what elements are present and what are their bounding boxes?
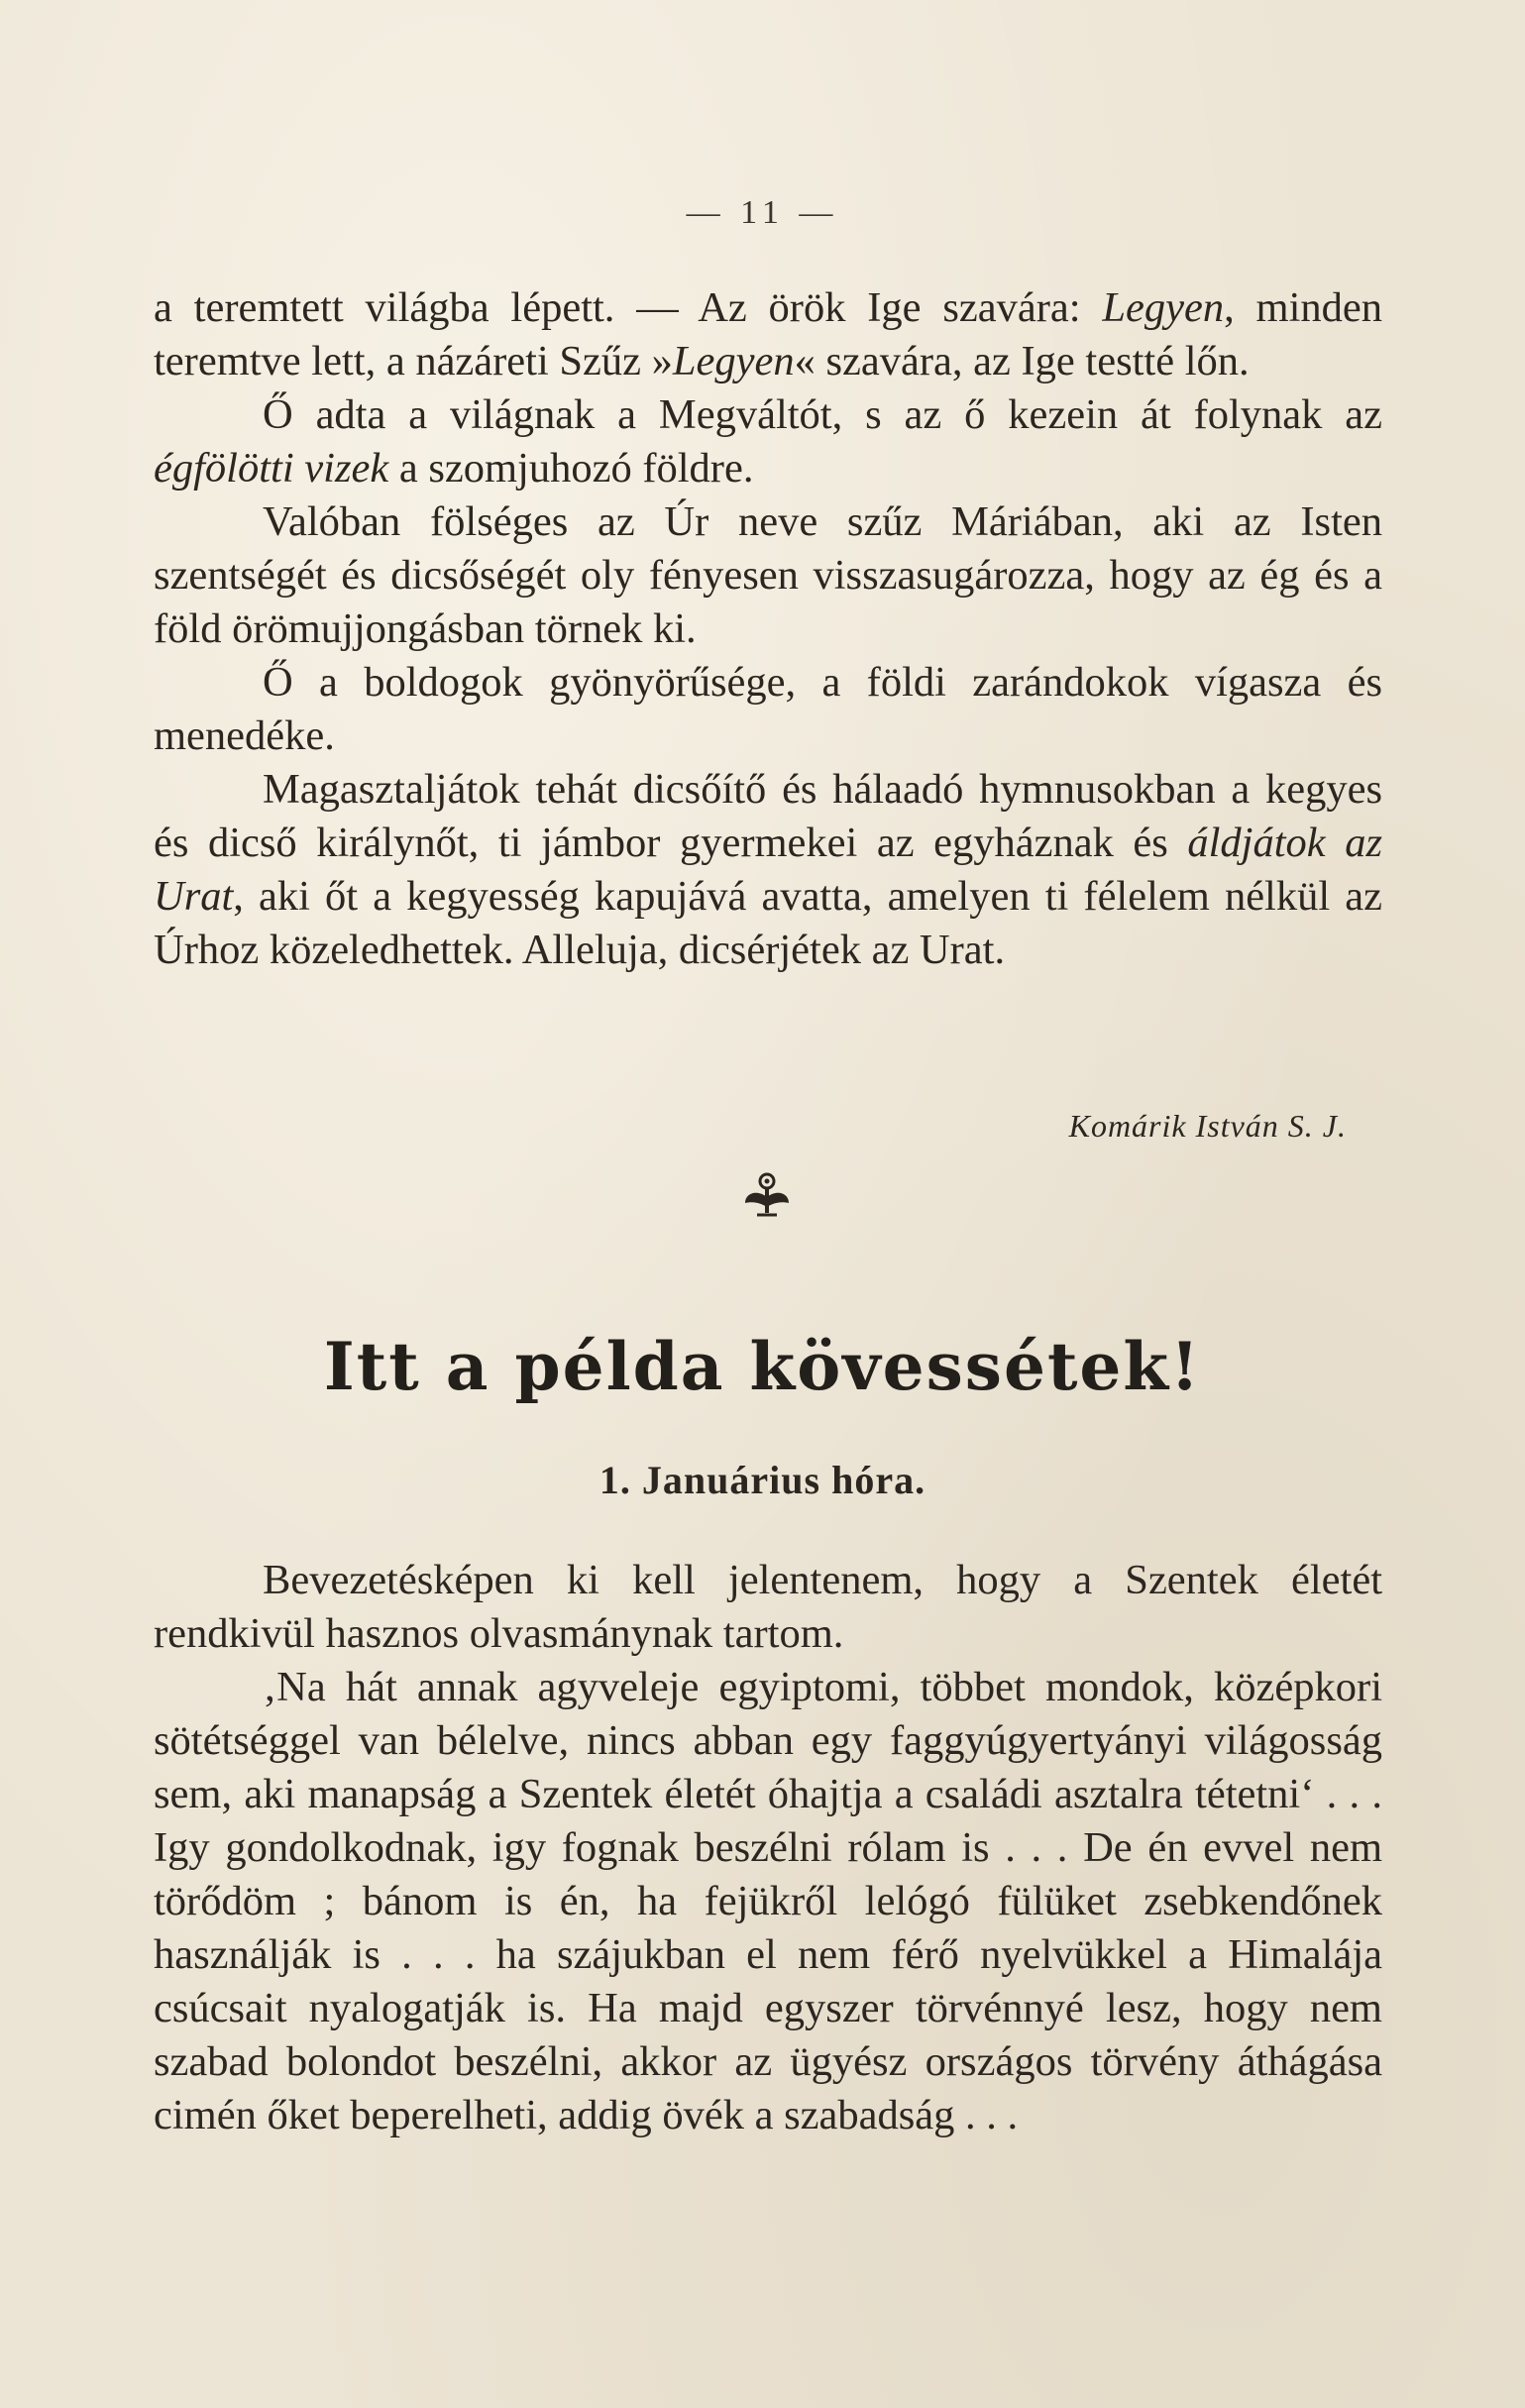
section1-body [154, 281, 1382, 977]
paragraph [154, 1661, 1382, 2142]
paragraph [154, 656, 1382, 763]
paragraph [154, 495, 1382, 656]
text-run: , minden teremtve lett, a názáreti Szűz » [154, 284, 1382, 384]
text-run: Ő a boldogok gyönyörűsége, a földi zarándokok vígasza és menedéke. [154, 659, 1382, 759]
chapter-heading: Itt a példa kövessétek! [323, 1328, 1202, 1405]
text-run: , aki őt a kegyesség kapujává avatta, amelyen ti félelem nélkül az Úrhoz közeledhettek. Alleluja, dicsérjétek az Urat. [154, 873, 1382, 973]
text-run: ‚Na hát annak agyveleje egyiptomi, többet mondok, középkori sötétséggel van bélelve, nincs abban egy faggyúgyertyányi világosság sem, aki manapság a Szentek életét óhajtja a családi asztalra tétetni‘ . . . Igy gondolkodnak, igy fognak beszélni rólam is . . . De én evvel nem törődöm ; bánom is én, ha fejükről lelógó fülüket zsebkendőnek használják is . . . ha szájukban el nem férő nyelvükkel a Himalája csúcsait nyalogatják is. Ha majd egyszer törvénnyé lesz, hogy nem szabad bolondot beszélni, akkor az ügyész országos törvény áthágása cimén őket beperelheti, addig övék a szabadság . . . [154, 1664, 1382, 2138]
paragraph [154, 763, 1382, 977]
text-run: Ő adta a világnak a Megváltót, s az ő kezein át folynak az [263, 391, 1382, 438]
author-signature: Komárik István S. J. [1068, 1108, 1347, 1144]
text-run: a teremtett világba lépett. — Az örök Ige szavára: [154, 284, 1103, 331]
text-run: « szavára, az Ige testté lőn. [794, 338, 1250, 384]
page-number: — 11 — [686, 194, 839, 231]
italic-text: Legyen [1102, 284, 1225, 331]
section2-body [154, 1554, 1382, 2142]
paragraph [154, 1554, 1382, 1661]
fleuron-icon [739, 1167, 795, 1223]
text-run: Valóban fölséges az Úr neve szűz Máriában, aki az Isten szentségét és dicsőségét oly fényesen visszasugározza, hogy az ég és a föld örömujjongásban törnek ki. [154, 498, 1382, 652]
chapter-subheading: 1. Januárius hóra. [599, 1458, 926, 1502]
italic-text: Legyen [672, 338, 795, 384]
paragraph [154, 388, 1382, 495]
italic-text: égfölötti vizek [154, 445, 389, 492]
italic-text: áldjátok az Urat [154, 820, 1383, 920]
text-run: Bevezetésképen ki kell jelentenem, hogy a Szentek életét rendkivül hasznos olvasmánynak tartom. [154, 1557, 1382, 1657]
text-run: Magasztaljátok tehát dicsőítő és hálaadó hymnusokban a kegyes és dicső királynőt, ti jámbor gyermekei az egyháznak és [154, 766, 1382, 866]
paragraph [154, 281, 1382, 388]
text-run: a szomjuhozó földre. [388, 445, 754, 492]
